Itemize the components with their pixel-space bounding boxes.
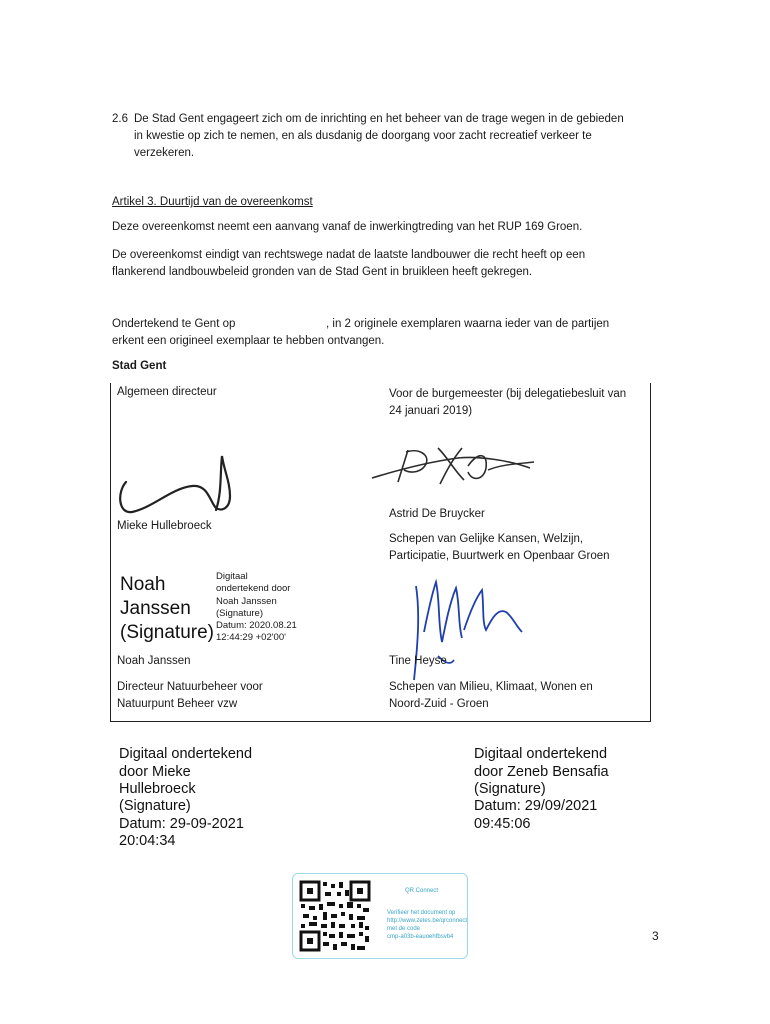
digital-stamp-left-line-5: Datum: 29-09-2021 <box>119 816 244 832</box>
digital-signature-detail-1: Digitaal <box>216 571 248 582</box>
blue-signer-role-line-2: Noord-Zuid - Groen <box>389 698 489 710</box>
page-number: 3 <box>652 929 659 943</box>
article-heading: Artikel 3. Duurtijd van de overeenkomst <box>112 196 313 208</box>
qr-line-1: Verifieer het document op <box>387 910 456 916</box>
qr-line-2: http://www.zetes.be/qrconnect <box>387 918 468 924</box>
digital-signer-role-line-2: Natuurpunt Beheer vzw <box>117 698 238 710</box>
digital-stamp-left-line-1: Digitaal ondertekend <box>119 746 253 762</box>
right-signer-role-line-2: Participatie, Buurtwerk en Openbaar Groen <box>389 550 610 562</box>
digital-signature-name-line-3: (Signature) <box>120 622 214 643</box>
right-signer-title-line-2: 24 januari 2019) <box>389 405 473 417</box>
digital-signer-role-line-1: Directeur Natuurbeheer voor <box>117 681 263 693</box>
qr-line-3: met de code <box>387 926 421 932</box>
digital-signer-name: Noah Janssen <box>117 655 191 667</box>
blue-signer-role-line-1: Schepen van Milieu, Klimaat, Wonen en <box>389 681 593 693</box>
blue-signer-name: Tine Heyse <box>389 655 447 667</box>
qr-verification-box[interactable] <box>292 873 468 959</box>
digital-signature-detail-5: Datum: 2020.08.21 <box>216 620 297 631</box>
digital-signature-name-line-2: Janssen <box>120 598 191 619</box>
signed-at-continuation: , in 2 originele exemplaren waarna ieder van de partijen <box>326 318 610 330</box>
right-signer-name: Astrid De Bruycker <box>389 508 485 520</box>
left-signer-title: Algemeen directeur <box>117 386 217 398</box>
digital-stamp-right-line-5: 09:45:06 <box>474 816 531 832</box>
left-signer-name: Mieke Hullebroeck <box>117 520 212 532</box>
party-heading: Stad Gent <box>112 360 167 372</box>
qr-line-4: cmp-a03b-eauoehfbsvb4 <box>387 934 454 940</box>
digital-signature-detail-3: Noah Janssen <box>216 596 277 607</box>
digital-stamp-left-line-3: Hullebroeck <box>119 781 196 797</box>
digital-signature-detail-4: (Signature) <box>216 608 263 619</box>
digital-signature-detail-2: ondertekend door <box>216 583 291 594</box>
digital-stamp-left-line-6: 20:04:34 <box>119 833 176 849</box>
signed-at-line-2: erkent een origineel exemplaar te hebben ontvangen. <box>112 335 385 347</box>
article-paragraph-2-line-1: De overeenkomst eindigt van rechtswege nadat de laatste landbouwer die recht heeft op een <box>112 249 586 261</box>
signed-at-label: Ondertekend te Gent op <box>112 318 236 330</box>
qr-code-icon <box>299 880 371 952</box>
right-signer-title-line-1: Voor de burgemeester (bij delegatiebesluit van <box>389 388 627 400</box>
clause-line-1: De Stad Gent engageert zich om de inrichting en het beheer van de trage wegen in de gebieden <box>134 113 624 125</box>
handwritten-signature-right <box>368 440 538 490</box>
clause-number: 2.6 <box>112 113 128 125</box>
clause-line-2: in kwestie op zich te nemen, en als dusdanig de doorgang voor zacht recreatief verkeer te <box>134 130 592 142</box>
digital-stamp-left-line-4: (Signature) <box>119 798 191 814</box>
qr-title: QR Connect <box>405 888 439 894</box>
digital-stamp-left-line-2: door Mieke <box>119 764 191 780</box>
digital-signature-detail-6: 12:44:29 +02'00' <box>216 632 286 643</box>
digital-stamp-right-line-1: Digitaal ondertekend <box>474 746 608 762</box>
clause-line-3: verzekeren. <box>134 147 195 159</box>
digital-stamp-right-line-3: (Signature) <box>474 781 546 797</box>
right-signer-role-line-1: Schepen van Gelijke Kansen, Welzijn, <box>389 533 584 545</box>
article-paragraph-1: Deze overeenkomst neemt een aanvang vanaf de inwerkingtreding van het RUP 169 Groen. <box>112 221 583 233</box>
digital-stamp-right-line-2: door Zeneb Bensafia <box>474 764 609 780</box>
handwritten-signature-left <box>112 452 242 522</box>
digital-signature-name-line-1: Noah <box>120 574 166 595</box>
article-paragraph-2-line-2: flankerend landbouwbeleid gronden van de Stad Gent in bruikleen heeft gekregen. <box>112 266 533 278</box>
digital-stamp-right-line-4: Datum: 29/09/2021 <box>474 798 598 814</box>
